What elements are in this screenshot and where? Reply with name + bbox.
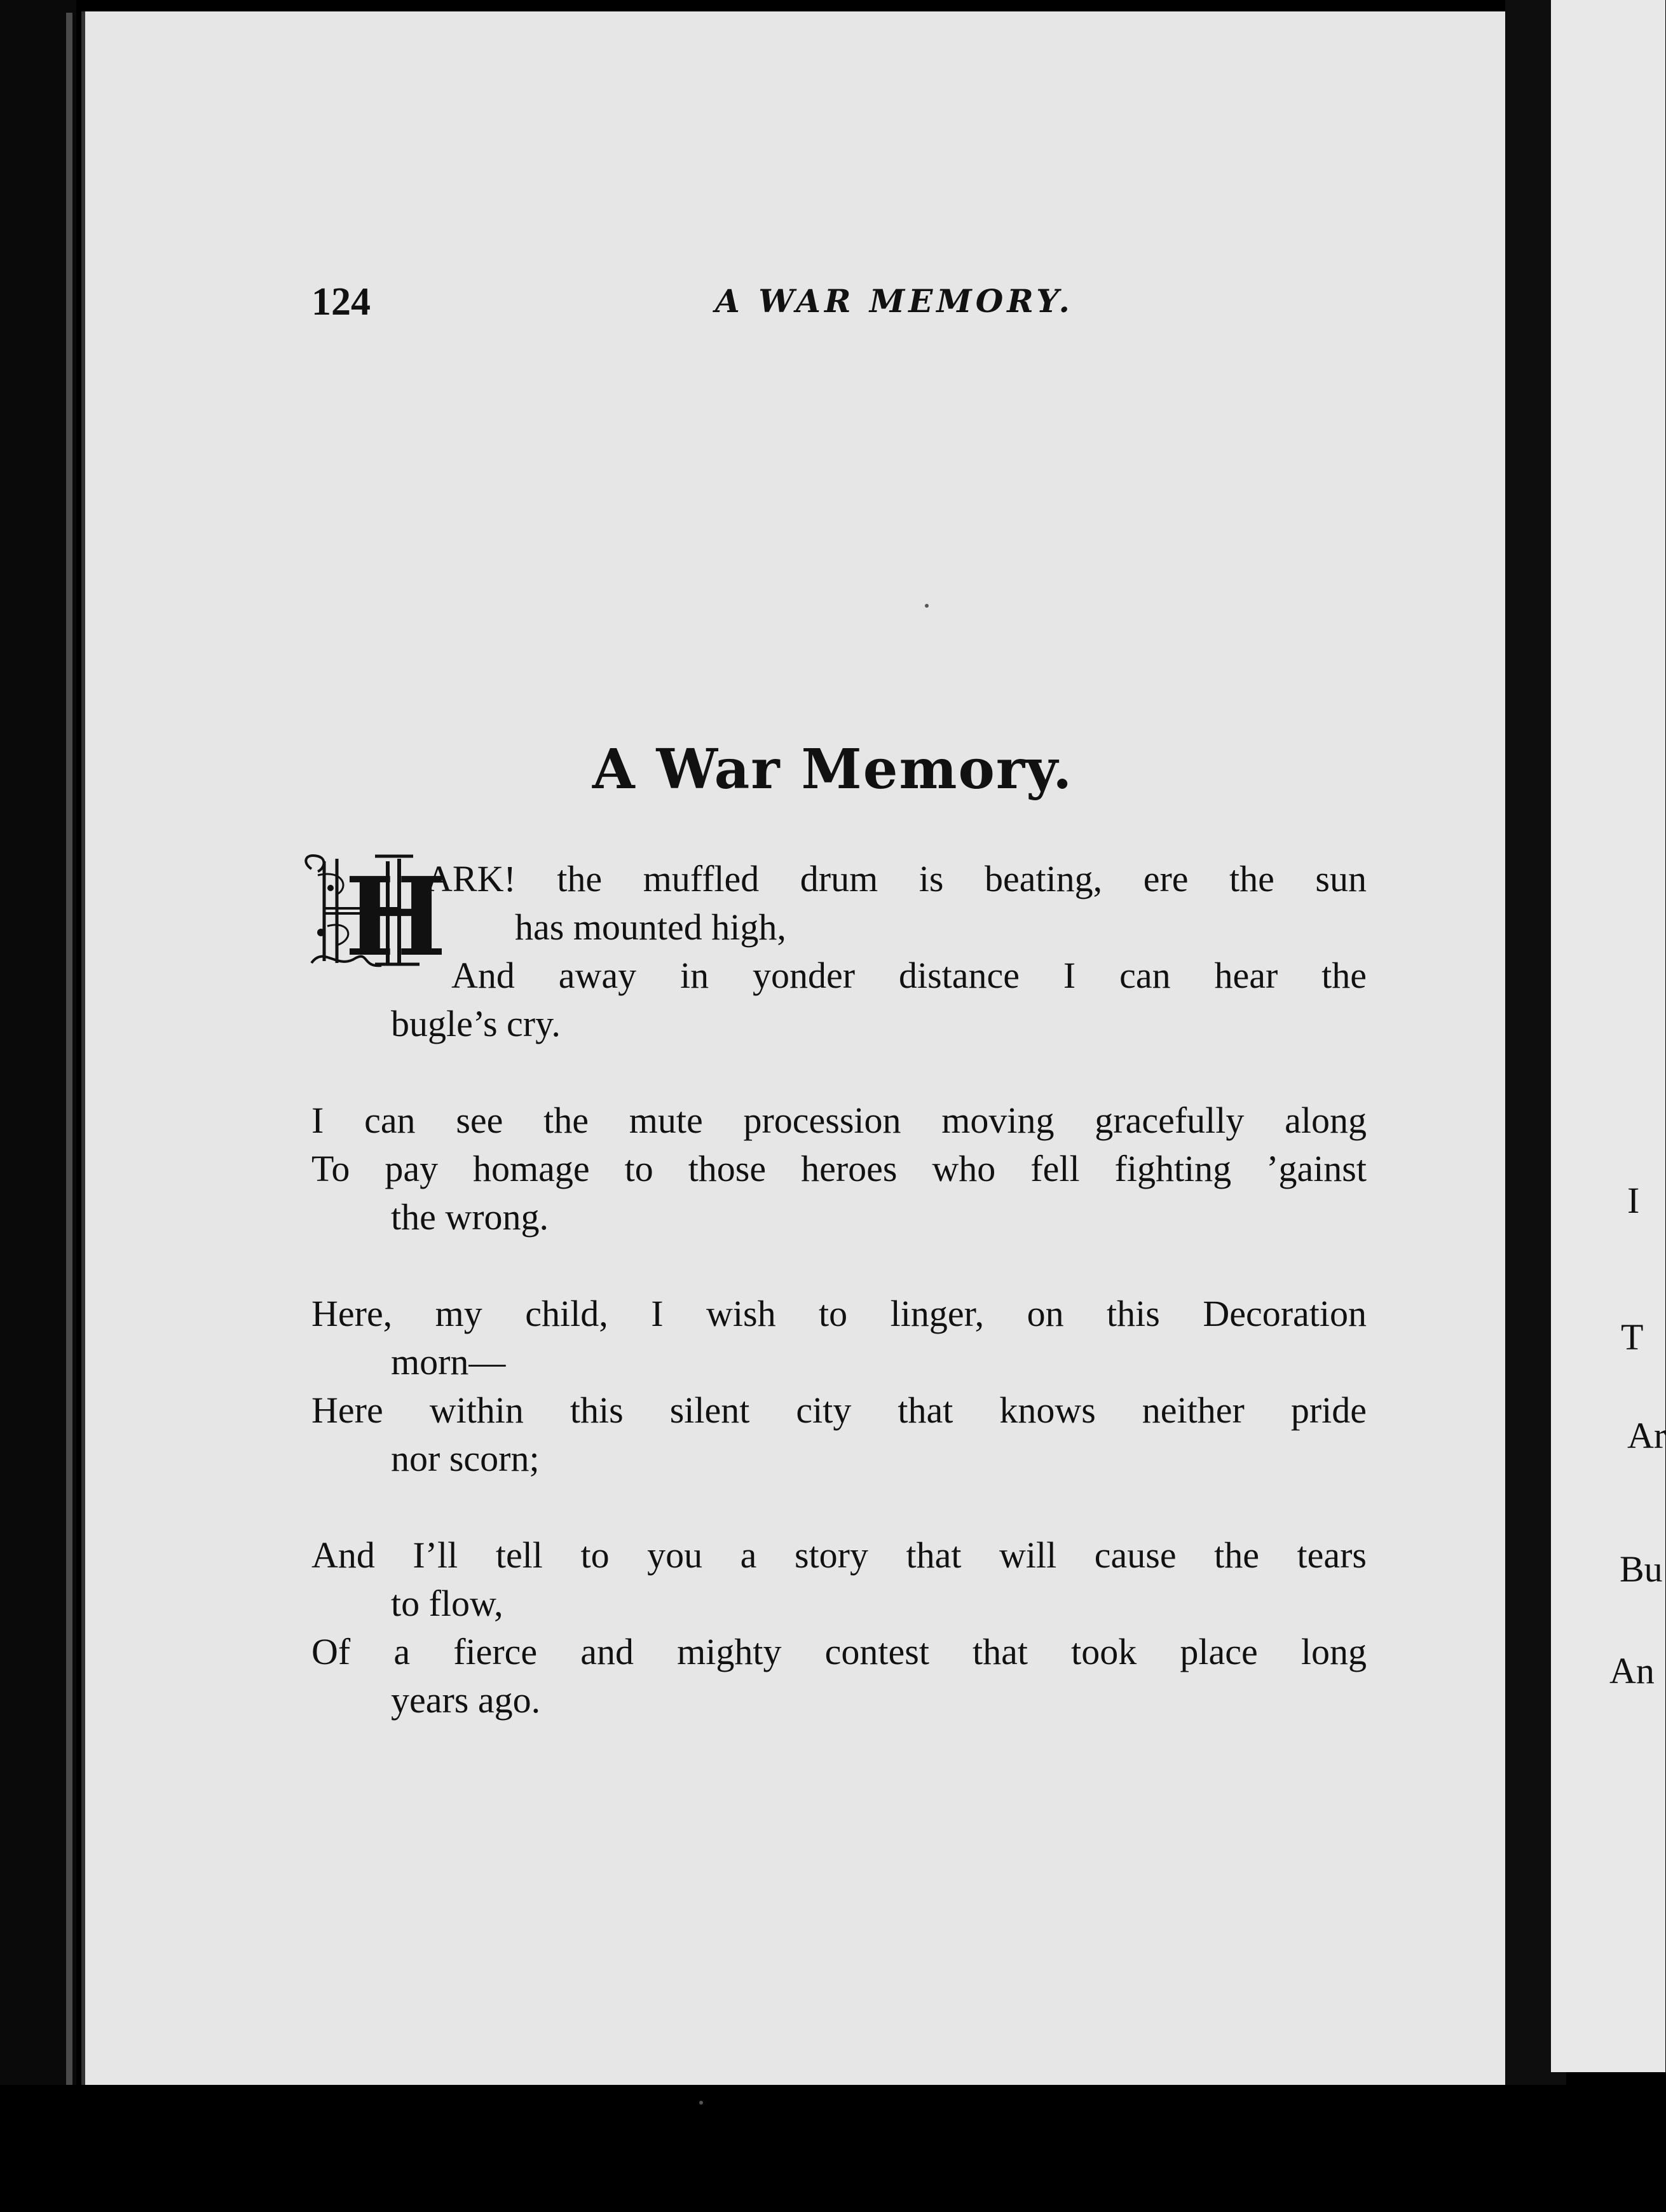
stanza — [311, 1290, 1367, 1483]
running-head: A WAR MEMORY. — [715, 282, 1074, 320]
right-page-fragment: An — [1609, 1650, 1655, 1691]
ornamental-drop-cap — [299, 850, 447, 981]
poem-line: And away in yonder distance I can hear the — [451, 955, 1367, 996]
poem-title: A War Memory. — [592, 737, 1074, 802]
right-page-fragment: T — [1621, 1316, 1644, 1358]
poem-line: has mounted high, — [515, 906, 786, 948]
poem-line: morn— — [391, 1341, 506, 1382]
page-number: 124 — [311, 280, 371, 324]
paper-speck — [699, 2101, 703, 2105]
poem-line: bugle’s cry. — [391, 1003, 561, 1044]
stanza — [311, 1531, 1367, 1724]
page-edge-line — [66, 13, 72, 2187]
poem-line: Of a fierce and mighty contest that took place long — [311, 1631, 1367, 1672]
poem-line: I can see the mute procession moving gracefully along — [311, 1100, 1367, 1141]
poem-line: Here within this silent city that knows neither pride — [311, 1389, 1367, 1431]
svg-text:H: H — [345, 854, 447, 981]
poem-line: Here, my child, I wish to linger, on this Decoration — [311, 1293, 1367, 1334]
bottom-border — [0, 2085, 1665, 2212]
poem-body — [311, 855, 1367, 1773]
poem-line: ARK! the muffled drum is beating, ere the sun — [426, 858, 1367, 899]
poem-line: To pay homage to those heroes who fell fighting ’gainst — [311, 1148, 1367, 1189]
poem-line: years ago. — [391, 1679, 541, 1721]
poem-line: the wrong. — [391, 1196, 549, 1238]
right-page-fragment: I — [1627, 1180, 1640, 1221]
right-page-fragment: Bu — [1620, 1548, 1663, 1590]
poem-line: nor scorn; — [391, 1438, 540, 1479]
poem-line: to flow, — [391, 1583, 503, 1624]
stanza — [311, 1096, 1367, 1241]
right-page-fragment: Ar — [1627, 1415, 1666, 1456]
page-header — [0, 280, 1665, 337]
poem-line: And I’ll tell to you a story that will cause the tears — [311, 1534, 1367, 1576]
stanza — [311, 855, 1367, 1048]
paper-speck — [925, 604, 929, 608]
